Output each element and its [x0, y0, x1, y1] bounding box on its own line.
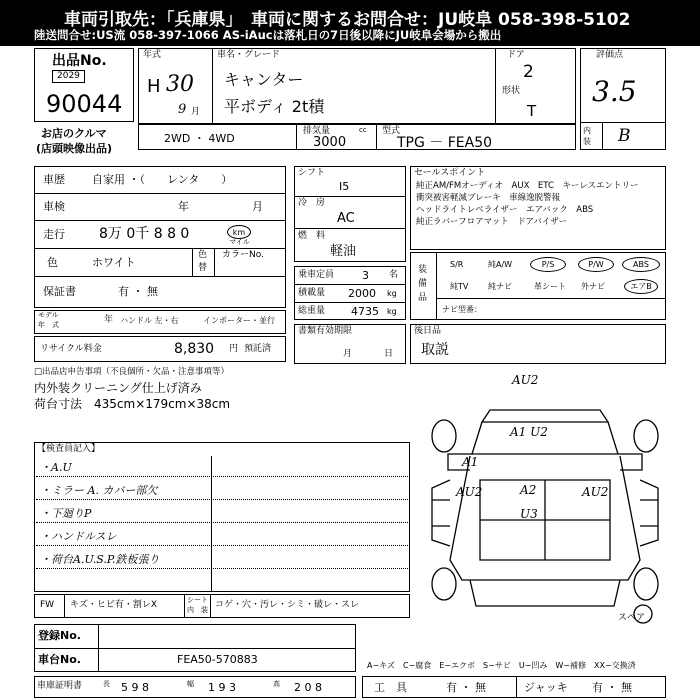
equip-ps-label: P/S — [541, 260, 555, 269]
recycle-label: リサイクル料金 — [40, 344, 102, 354]
navi-label: ナビ型番： — [442, 305, 482, 314]
cc-unit: cc — [359, 126, 367, 134]
interior-items: コゲ・穴・汚レ・シミ・破レ・スレ — [215, 600, 360, 610]
year-value: 30 — [166, 72, 194, 97]
year-era: H — [147, 76, 161, 97]
notes-line-2: 内外装クリーニング仕上げ済み — [34, 381, 202, 395]
interior-value: B — [618, 126, 631, 146]
equipment-label-1: 装 — [418, 265, 428, 275]
mileage-value: 8万 0千 8 8 0 — [99, 226, 190, 242]
model-year-label-1: モデル — [38, 311, 59, 319]
chassis-label: 車台No. — [38, 653, 81, 666]
doc-day-unit: 日 — [384, 349, 394, 359]
selling-point-3: ヘッドライトレベライザー エアバック ABS — [416, 205, 594, 215]
height-label: 高 — [273, 680, 280, 688]
vehicle-grade: 平ボディ 2t積 — [224, 97, 325, 116]
score-label: 評価点 — [596, 50, 624, 60]
lot-number: 90044 — [46, 90, 123, 118]
header-title: 車両引取先：「兵庫県」 車両に関するお問合せ：JU岐阜 058-398-5102 — [64, 10, 631, 30]
fw-items: キズ・ヒビ有・割レX — [70, 600, 157, 610]
equip-tv: 純TV — [450, 282, 469, 291]
km-circle — [227, 225, 251, 239]
height-value: 2 0 8 — [294, 681, 322, 694]
length-value: 5 9 8 — [121, 681, 149, 694]
inspector-line-3: ・下廻りP — [40, 507, 92, 520]
diagram-label-left: AU2 — [456, 485, 483, 499]
diagram-label-spare: スペア — [618, 613, 646, 623]
lot-stamp: 2029 — [52, 70, 85, 83]
model-value: TPG － FEA50 — [397, 135, 493, 151]
damage-legend: A−キズ C−腐食 E−エクボ S−サビ U−凹み W−補修 XX−交換済 — [367, 661, 636, 670]
jack-value: 有 ・ 無 — [592, 681, 632, 694]
equipment-label-2: 備 — [418, 279, 428, 289]
model-year-label-2: 年 式 — [38, 321, 59, 329]
capacity-unit: 名 — [389, 270, 399, 280]
car-diagram — [420, 370, 670, 630]
inspection-year-unit: 年 — [178, 200, 189, 213]
load-label: 積載量 — [298, 288, 326, 298]
equip-navi: 純ナビ — [488, 282, 512, 291]
score-value: 3.5 — [592, 75, 637, 108]
equip-abs-label: ABS — [633, 260, 649, 269]
doors-value: 2 — [523, 62, 534, 82]
inspector-line-4: ・ハンドルスレ — [40, 530, 117, 543]
load-value: 2000 — [348, 287, 376, 300]
mileage-label: 走行 — [43, 228, 65, 241]
diagram-label-left-front: A1 — [462, 455, 479, 469]
warranty-value: 有 ・ 無 — [118, 285, 158, 298]
gross-value: 4735 — [351, 305, 379, 318]
diagram-label-roof: AU2 — [512, 373, 539, 387]
month-unit: 月 — [191, 107, 201, 117]
selling-point-2: 衝突被害軽減ブレーキ 車線逸脱警報 — [416, 193, 561, 203]
equip-leather: 革シート — [534, 282, 566, 291]
equip-pw-label: P/W — [588, 260, 604, 269]
shape-value: T — [527, 102, 537, 120]
handle-value: ハンドル 左・右 — [120, 316, 179, 325]
fw-label: FW — [40, 600, 55, 610]
width-value: 1 9 3 — [208, 681, 236, 694]
import-label: インポーター・並行 — [203, 316, 275, 325]
recycle-deposit: 預託済 — [244, 344, 272, 354]
month-value: 9 — [178, 102, 187, 117]
inspector-line-5: ・荷台A.U.S.P.鉄板張り — [40, 553, 160, 566]
fuel-value: 軽油 — [330, 244, 357, 259]
header-bar — [0, 0, 700, 46]
drive-value: 2WD ・ 4WD — [164, 132, 235, 145]
interior-label: 内装 — [583, 126, 591, 146]
doc-label: 書類有効期限 — [298, 326, 353, 336]
doors-label: ドア — [507, 50, 525, 60]
jack-label: ジャッキ — [524, 681, 568, 694]
seat-label-2: 内 装 — [187, 606, 208, 614]
reg-label: 登録No. — [38, 629, 81, 642]
lot-label: 出品No. — [52, 53, 107, 69]
equipment-label-3: 品 — [418, 293, 428, 303]
inspection-label: 車検 — [43, 200, 65, 213]
width-label: 幅 — [187, 680, 194, 688]
selling-point-4: 純正ラバーフロアマット ドアバイザー — [416, 217, 568, 227]
notes-line-3: 荷台寸法 435cm×179cm×38cm — [34, 397, 231, 411]
shape-label: 形状 — [502, 86, 521, 96]
inspector-label: 【検査員記入】 — [37, 444, 101, 454]
color-value: ホワイト — [92, 256, 136, 269]
ac-label: 冷 房 — [298, 198, 326, 208]
name-label: 車名・グレード — [217, 50, 281, 60]
recycle-value: 8,830 — [174, 341, 215, 357]
recycle-unit: 円 — [229, 344, 239, 354]
equip-ext-navi: 外ナビ — [581, 282, 605, 291]
store-line-2: (店頭映像出品) — [36, 142, 113, 155]
inspector-line-1: ・A.U — [40, 461, 72, 474]
year-label: 年式 — [143, 50, 162, 60]
doc-month-unit: 月 — [343, 349, 353, 359]
model-year-unit: 年 — [104, 315, 114, 325]
equip-ps — [530, 257, 566, 272]
inspector-line-2: ・ミラー A. カバー部欠 — [40, 484, 158, 497]
diagram-label-center: A2 — [520, 483, 537, 497]
mile-unit: マイル — [229, 238, 250, 246]
color-no-label: カラーNo. — [222, 250, 264, 260]
seat-label-1: シート — [187, 596, 208, 604]
chassis-value: FEA50-570883 — [177, 653, 258, 666]
history-options: 自家用 ・（ レンタ ） — [92, 173, 233, 186]
tools-label: 工 具 — [374, 681, 407, 694]
gross-unit: kg — [387, 307, 397, 316]
displacement-value: 3000 — [313, 135, 347, 150]
length-label: 長 — [103, 680, 110, 688]
vehicle-name: キャンター — [224, 70, 304, 89]
selling-points-label: セールスポイント — [414, 168, 486, 178]
diagram-label-center-2: U3 — [520, 507, 538, 521]
shift-value: I5 — [339, 180, 350, 193]
inspection-month-unit: 月 — [252, 200, 263, 213]
load-unit: kg — [387, 289, 397, 298]
shift-label: シフト — [298, 168, 326, 178]
store-line-1: お店のクルマ — [41, 127, 107, 140]
color-label: 色 — [47, 256, 58, 269]
equip-sr: S/R — [450, 260, 464, 269]
selling-point-1: 純正AM/FMオーディオ AUX ETC キーレスエントリー — [416, 181, 639, 191]
fuel-label: 燃 料 — [298, 231, 326, 241]
header-subtitle: 陸送問合せ:US流 058-397-1066 AS-iAucは落札日の7日後以降にJU岐阜会場から搬出 — [34, 28, 502, 42]
equip-abs — [622, 257, 660, 272]
history-label: 車歴 — [43, 173, 65, 186]
notes-line-1: □出品店申告事項（不良個所・欠品・注意事項等） — [34, 367, 230, 377]
equip-pw — [578, 257, 614, 272]
diagram-label-right: AU2 — [582, 485, 609, 499]
equip-airbag-label: エアB — [630, 282, 652, 291]
diagram-label-hood: A1 U2 — [510, 425, 548, 439]
after-value: 取説 — [421, 342, 449, 358]
equip-aw: 純A/W — [488, 260, 513, 269]
after-label: 後日品 — [414, 326, 442, 336]
equip-airbag — [624, 279, 658, 294]
displacement-label: 排気量 — [303, 126, 331, 136]
capacity-value: 3 — [362, 269, 369, 282]
cert-label: 車庫証明書 — [37, 681, 83, 691]
km-unit: km — [232, 227, 246, 237]
tools-value: 有 ・ 無 — [446, 681, 486, 694]
color-change-1: 色 — [198, 250, 208, 260]
gross-label: 総重量 — [298, 306, 326, 316]
color-change-2: 替 — [198, 263, 208, 273]
capacity-label: 乗車定員 — [298, 270, 335, 280]
warranty-label: 保証書 — [43, 285, 76, 298]
model-label: 型式 — [382, 126, 401, 136]
ac-value: AC — [337, 211, 355, 226]
